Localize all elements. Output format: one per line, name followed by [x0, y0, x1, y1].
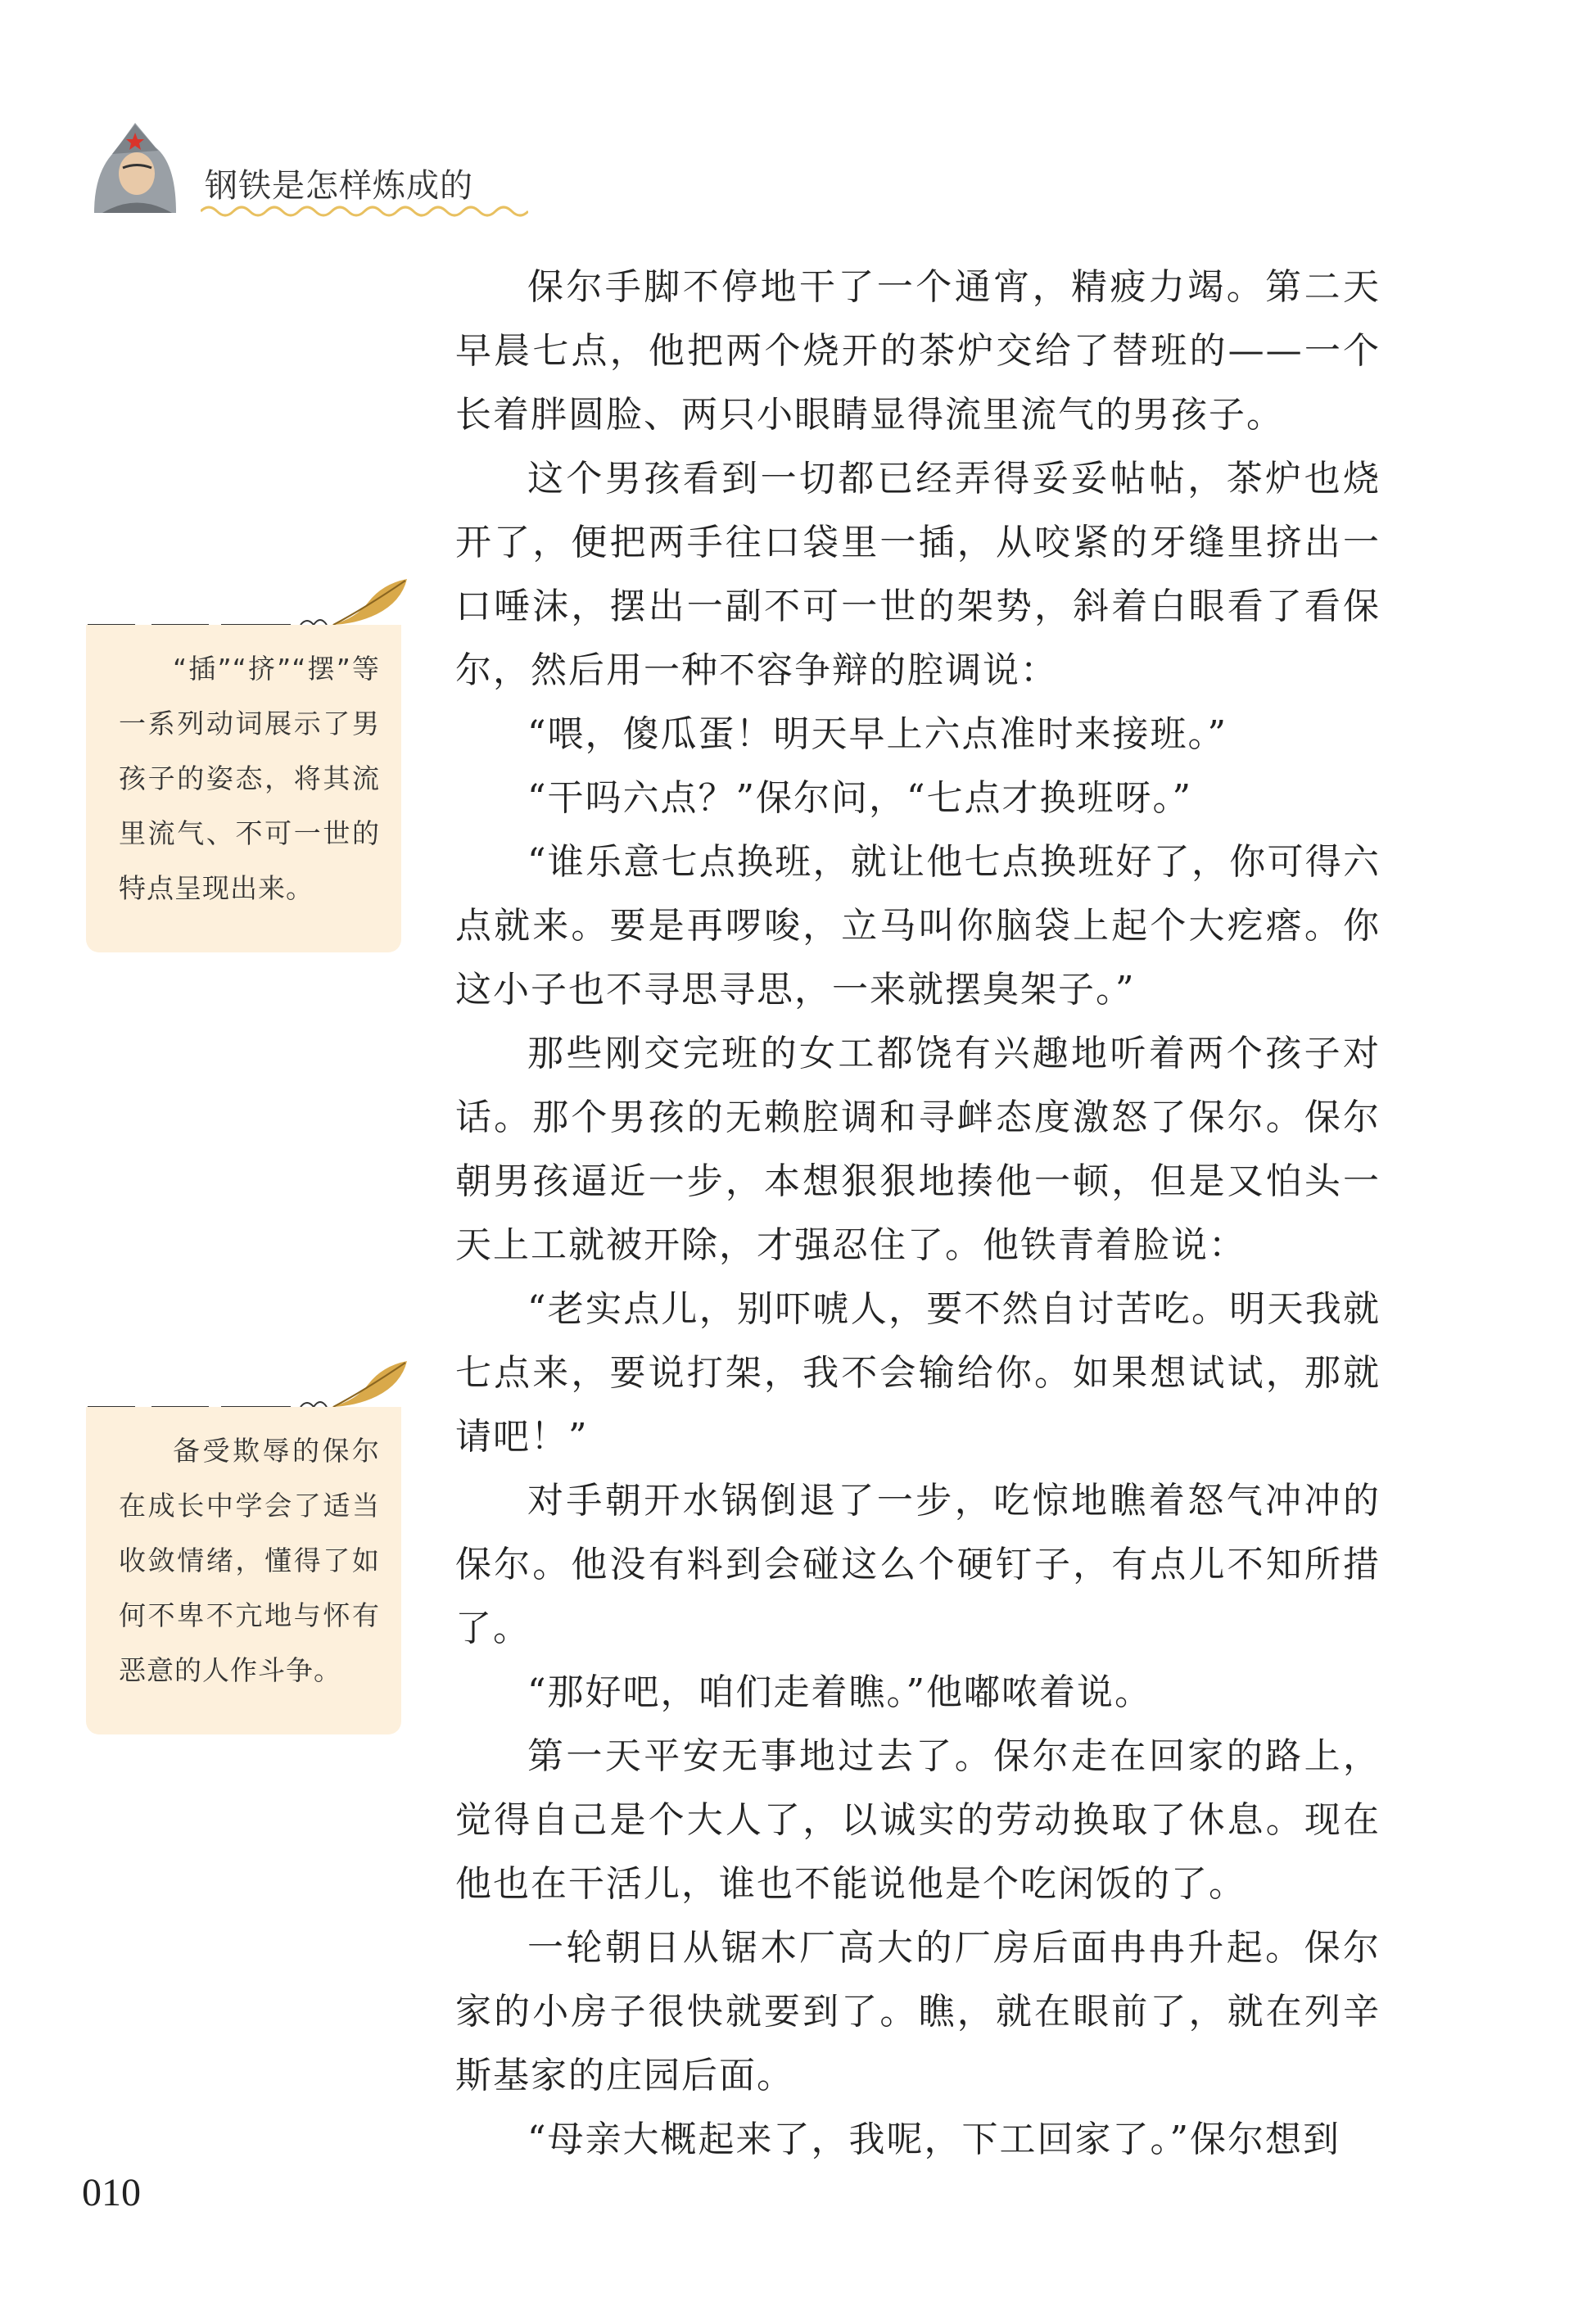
paragraph: “干吗六点？”保尔问，“七点才换班呀。”	[527, 777, 1192, 819]
quill-pen-icon	[86, 577, 409, 630]
paragraph: 这个男孩看到一切都已经弄得妥妥帖帖，茶炉也烧开了，便把两手往口袋里一插，从咬紧的牙缝里挤出一口唾沫，摆出一副不可一世的架势，斜着白眼看了看保尔，然后用一种不容争辩的腔调说：	[455, 458, 1381, 691]
paragraph: “母亲大概起来了，我呢，下工回家了。”保尔想到	[527, 2119, 1341, 2160]
quill-pen-icon	[86, 1359, 409, 1412]
paragraph: “谁乐意七点换班，就让他七点换班好了，你可得六点就来。要是再啰唆，立马叫你脑袋上起个大疙瘩。你这小子也不寻思寻思，一来就摆臭架子。”	[455, 841, 1381, 1011]
paragraph: 第一天平安无事地过去了。保尔走在回家的路上，觉得自己是个大人了，以诚实的劳动换取了休息。现在他也在干活儿，谁也不能说他是个吃闲饭的了。	[455, 1735, 1381, 1905]
side-note-text: “插”“挤”“摆”等一系列动词展示了男孩子的姿态，将其流里流气、不可一世的特点呈现出来。	[86, 625, 401, 952]
paragraph: 对手朝开水锅倒退了一步，吃惊地瞧着怒气冲冲的保尔。他没有料到会碰这么个硬钉子，有点儿不知所措了。	[455, 1480, 1381, 1649]
decorative-wavy-line	[201, 203, 528, 219]
paragraph: 那些刚交完班的女工都饶有兴趣地听着两个孩子对话。那个男孩的无赖腔调和寻衅态度激怒了保尔。保尔朝男孩逼近一步，本想狠狠地揍他一顿，但是又怕头一天上工就被开除，才强忍住了。他铁青着脸说：	[455, 1033, 1381, 1266]
page-number: 010	[82, 2171, 141, 2214]
page-header	[78, 115, 504, 229]
paragraph: “老实点儿，别吓唬人，要不然自讨苦吃。明天我就七点来，要说打架，我不会输给你。如果想试试，那就请吧！”	[455, 1288, 1381, 1458]
side-note-text: 备受欺辱的保尔在成长中学会了适当收敛情绪，懂得了如何不卑不亢地与怀有恶意的人作斗争。	[86, 1407, 401, 1734]
paragraph: 保尔手脚不停地干了一个通宵，精疲力竭。第二天早晨七点，他把两个烧开的茶炉交给了替班的——一个长着胖圆脸、两只小眼睛显得流里流气的男孩子。	[455, 266, 1381, 436]
paragraph: “喂，傻瓜蛋！明天早上六点准时来接班。”	[527, 713, 1228, 755]
body-text	[455, 256, 1381, 2172]
paragraph: “那好吧，咱们走着瞧。”他嘟哝着说。	[527, 1671, 1152, 1713]
book-title: 钢铁是怎样炼成的	[205, 167, 473, 205]
paragraph: 一轮朝日从锯木厂高大的厂房后面冉冉升起。保尔家的小房子很快就要到了。瞧，就在眼前了，就在列辛斯基家的庄园后面。	[455, 1927, 1381, 2096]
soldier-portrait-icon	[78, 115, 201, 221]
